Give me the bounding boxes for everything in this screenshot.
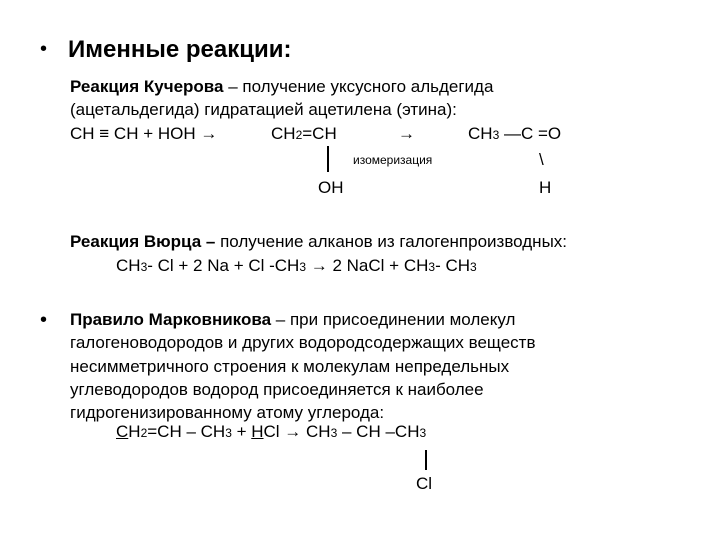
kucherov-desc: – получение уксусного альдегида <box>223 77 494 96</box>
bond-line-oh <box>327 146 329 172</box>
wurtz-title: Реакция Вюрца – <box>70 232 216 251</box>
eq-part: Н <box>128 422 141 441</box>
eq-part: – CH –CH <box>337 422 420 441</box>
markovnikov-line5: гидрогенизированному атому углерода: <box>70 403 385 422</box>
eq-part: —С =О <box>499 124 562 143</box>
eq-subscript: 3 <box>330 426 338 440</box>
kucherov-h: Н <box>539 178 552 197</box>
kucherov-title: Реакция Кучерова <box>70 77 224 96</box>
markovnikov-line3: несимметричного строения к молекулам непредельных <box>70 357 510 376</box>
markovnikov-line4: углеводородов водород присоединяется к наиболее <box>70 380 484 399</box>
eq-part: - Cl + 2 Na + Cl -CH <box>147 256 300 275</box>
kucherov-eq-vinyl <box>271 124 337 145</box>
markovnikov-line1 <box>70 310 515 330</box>
bond-backslash: \ <box>539 150 544 169</box>
wurtz-line1 <box>70 232 567 252</box>
markovnikov-equation <box>116 422 426 443</box>
eq-subscript: 3 <box>492 128 500 142</box>
eq-subscript: 3 <box>428 260 436 274</box>
markovnikov-cl: Cl <box>416 474 433 493</box>
eq-part: - CH <box>435 256 471 275</box>
kucherov-line2: (ацетальдегида) гидратацией ацетилена (этина): <box>70 100 457 119</box>
bullet-markovnikov: • <box>40 309 48 331</box>
eq-subscript: 3 <box>140 260 148 274</box>
eq-part: =СН <box>302 124 337 143</box>
eq-part: СН <box>116 256 141 275</box>
eq-part: =СН – СН <box>147 422 226 441</box>
wurtz-desc: получение алканов из галогенпроизводных: <box>215 232 568 251</box>
kucherov-eq-left: СН ≡ СН + НОН → <box>70 124 218 143</box>
eq-subscript: 3 <box>225 426 232 440</box>
eq-part: Cl → CH <box>263 422 331 441</box>
kucherov-oh: ОН <box>318 178 344 197</box>
kucherov-line1 <box>70 77 493 97</box>
bond-line-cl <box>425 450 427 470</box>
eq-part: СН <box>271 124 296 143</box>
eq-subscript: 3 <box>470 260 477 274</box>
wurtz-equation <box>116 256 477 277</box>
eq-part: + <box>231 422 252 441</box>
eq-part: С <box>116 422 129 441</box>
eq-subscript: 3 <box>299 260 307 274</box>
kucherov-eq-aldehyde <box>468 124 561 145</box>
page-title: Именные реакции: <box>68 36 292 63</box>
markovnikov-line2: галогеноводородов и других водородсодержащих веществ <box>70 333 536 352</box>
kucherov-arrow: → <box>398 124 415 143</box>
markovnikov-desc: – при присоединении молекул <box>271 310 516 329</box>
eq-part: Н <box>251 422 264 441</box>
eq-subscript: 3 <box>419 426 427 440</box>
eq-subscript: 2 <box>140 426 148 440</box>
eq-subscript: 2 <box>295 128 303 142</box>
eq-part: → 2 NaCl + CH <box>306 256 429 275</box>
bullet-heading: • <box>40 38 48 60</box>
isomerization-label: изомеризация <box>353 153 433 167</box>
markovnikov-title: Правило Марковникова <box>70 310 272 329</box>
eq-part: СН <box>468 124 493 143</box>
